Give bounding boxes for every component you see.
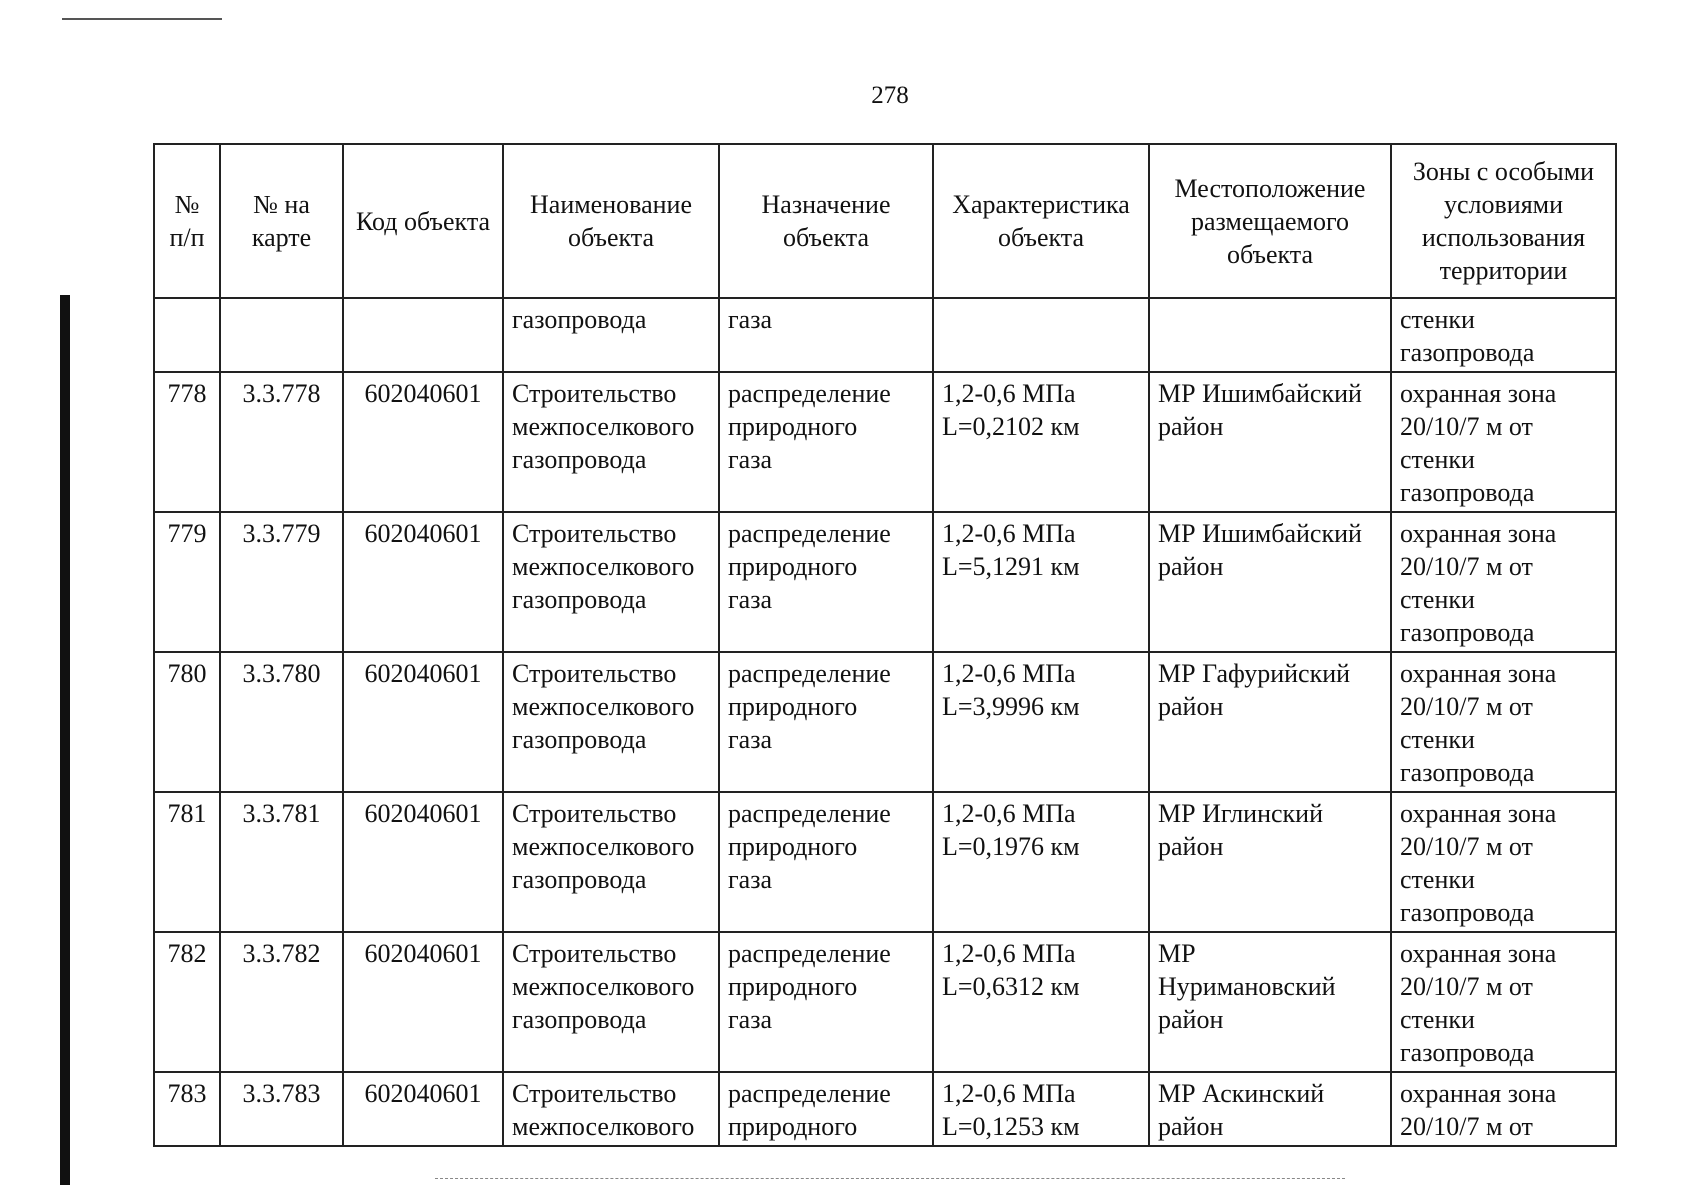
table-row	[154, 1072, 1616, 1146]
table-header	[154, 144, 1616, 298]
cell-zones: стенки газопровода	[1391, 298, 1616, 372]
header-cell-location: Местоположение размещаемого объекта	[1149, 144, 1391, 298]
cell-code: 602040601	[343, 372, 503, 512]
cell-num: 782	[154, 932, 220, 1072]
cell-purpose: распределение природного газа	[719, 512, 933, 652]
cell-code: 602040601	[343, 512, 503, 652]
cell-characteristic: 1,2-0,6 МПа L=0,1253 км	[933, 1072, 1149, 1146]
cell-zones: охранная зона 20/10/7 м от	[1391, 1072, 1616, 1146]
cell-zones: охранная зона 20/10/7 м от стенки газопровода	[1391, 652, 1616, 792]
cell-purpose: газа	[719, 298, 933, 372]
header-row	[154, 144, 1616, 298]
cell-map: 3.3.781	[220, 792, 343, 932]
cell-name: Строительство межпоселкового газопровода	[503, 792, 719, 932]
cell-name: газопровода	[503, 298, 719, 372]
scan-edge-bar	[60, 295, 70, 1185]
cell-name: Строительство межпоселкового газопровода	[503, 652, 719, 792]
table-row	[154, 512, 1616, 652]
cell-map: 3.3.779	[220, 512, 343, 652]
registry-table	[153, 143, 1617, 1147]
cell-map: 3.3.780	[220, 652, 343, 792]
cell-code: 602040601	[343, 652, 503, 792]
cell-name: Строительство межпоселкового газопровода	[503, 372, 719, 512]
cell-characteristic: 1,2-0,6 МПа L=0,1976 км	[933, 792, 1149, 932]
cell-num: 781	[154, 792, 220, 932]
cell-purpose: распределение природного газа	[719, 932, 933, 1072]
cell-map: 3.3.782	[220, 932, 343, 1072]
cell-location: МР Ишимбайский район	[1149, 372, 1391, 512]
cell-code	[343, 298, 503, 372]
top-rule	[62, 18, 222, 20]
header-cell-characteristic: Характеристика объекта	[933, 144, 1149, 298]
table-row	[154, 932, 1616, 1072]
cell-purpose: распределение природного газа	[719, 652, 933, 792]
cell-purpose: распределение природного	[719, 1072, 933, 1146]
cell-code: 602040601	[343, 932, 503, 1072]
cell-zones: охранная зона 20/10/7 м от стенки газопровода	[1391, 792, 1616, 932]
cell-location: МР Гафурийский район	[1149, 652, 1391, 792]
header-cell-code: Код объекта	[343, 144, 503, 298]
table-row	[154, 792, 1616, 932]
cell-location: МР Нуримановский район	[1149, 932, 1391, 1072]
cell-num	[154, 298, 220, 372]
table-row-continuation	[154, 298, 1616, 372]
table-body	[154, 298, 1616, 1146]
cell-num: 783	[154, 1072, 220, 1146]
header-cell-name: Наименование объекта	[503, 144, 719, 298]
cell-characteristic: 1,2-0,6 МПа L=3,9996 км	[933, 652, 1149, 792]
cell-zones: охранная зона 20/10/7 м от стенки газопровода	[1391, 932, 1616, 1072]
cell-num: 778	[154, 372, 220, 512]
header-cell-purpose: Назначение объекта	[719, 144, 933, 298]
cell-num: 780	[154, 652, 220, 792]
header-cell-zones: Зоны с особыми условиями использования территории	[1391, 144, 1616, 298]
cell-name: Строительство межпоселкового газопровода	[503, 512, 719, 652]
cell-name: Строительство межпоселкового газопровода	[503, 932, 719, 1072]
cell-location	[1149, 298, 1391, 372]
cell-location: МР Иглинский район	[1149, 792, 1391, 932]
cell-location: МР Ишимбайский район	[1149, 512, 1391, 652]
page-number: 278	[871, 82, 909, 109]
cell-characteristic: 1,2-0,6 МПа L=0,6312 км	[933, 932, 1149, 1072]
cell-zones: охранная зона 20/10/7 м от стенки газопровода	[1391, 512, 1616, 652]
header-cell-num: № п/п	[154, 144, 220, 298]
table-row	[154, 372, 1616, 512]
table-row	[154, 652, 1616, 792]
cell-num: 779	[154, 512, 220, 652]
cell-purpose: распределение природного газа	[719, 792, 933, 932]
cell-characteristic	[933, 298, 1149, 372]
cell-characteristic: 1,2-0,6 МПа L=5,1291 км	[933, 512, 1149, 652]
cell-purpose: распределение природного газа	[719, 372, 933, 512]
bottom-rule	[435, 1178, 1345, 1180]
cell-location: МР Аскинский район	[1149, 1072, 1391, 1146]
cell-characteristic: 1,2-0,6 МПа L=0,2102 км	[933, 372, 1149, 512]
cell-map	[220, 298, 343, 372]
cell-code: 602040601	[343, 792, 503, 932]
cell-zones: охранная зона 20/10/7 м от стенки газопровода	[1391, 372, 1616, 512]
header-cell-map: № на карте	[220, 144, 343, 298]
cell-map: 3.3.778	[220, 372, 343, 512]
cell-name: Строительство межпоселкового	[503, 1072, 719, 1146]
cell-map: 3.3.783	[220, 1072, 343, 1146]
cell-code: 602040601	[343, 1072, 503, 1146]
